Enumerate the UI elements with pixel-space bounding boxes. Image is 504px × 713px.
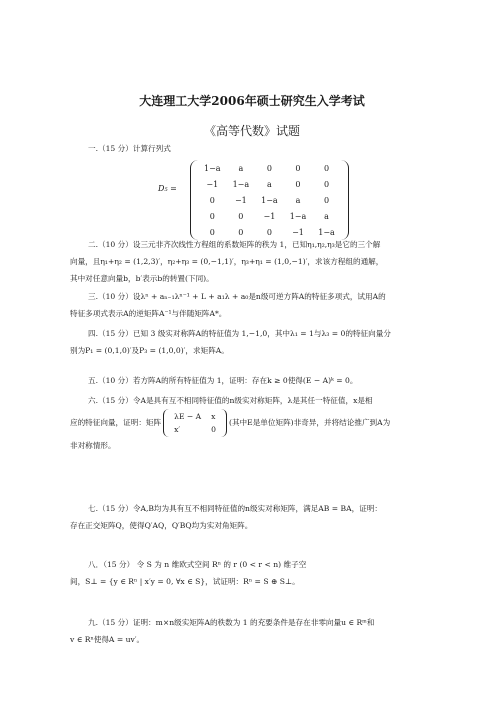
determinant-cell: a bbox=[324, 211, 329, 221]
determinant-row bbox=[198, 208, 341, 224]
q7-line1: 七.（15 分）令A,B均为具有互不相同特征值的n级实对称矩阵，满足AB = BA，证明： bbox=[88, 504, 382, 513]
determinant-row bbox=[198, 192, 341, 208]
determinant-cell: 0 bbox=[323, 163, 330, 173]
question-4 bbox=[70, 325, 435, 359]
q2-line1: 二.（10 分）设三元非齐次线性方程组的系数矩阵的秩为 1，已知η₁,η₂,η₃是它的三个解 bbox=[88, 240, 381, 249]
q1-text: 一.（15 分）计算行列式 bbox=[88, 144, 171, 153]
determinant-cell: −1 bbox=[263, 211, 276, 221]
q6-m12: x bbox=[211, 412, 216, 421]
determinant-d5 bbox=[158, 160, 349, 242]
determinant-cell: 0 bbox=[209, 227, 215, 237]
determinant-cell: a bbox=[238, 163, 244, 173]
determinant-table bbox=[198, 160, 341, 240]
determinant-row bbox=[198, 176, 341, 192]
determinant-cell: −1 bbox=[234, 195, 247, 205]
determinant-cell: a bbox=[295, 195, 301, 205]
q9-line2: v ∈ Rⁿ使得A = uv′。 bbox=[70, 635, 145, 644]
question-2 bbox=[70, 236, 435, 287]
q6-m21: x′ bbox=[174, 425, 181, 434]
determinant-row bbox=[198, 160, 341, 176]
q6-block-matrix bbox=[163, 409, 227, 437]
q6-line2b: (其中E是单位矩阵)非奇异，并将结论推广到A为 bbox=[229, 418, 391, 427]
determinant-cell: −1 bbox=[292, 227, 304, 237]
determinant-cell: 0 bbox=[209, 195, 215, 205]
question-7 bbox=[70, 500, 435, 534]
determinant-cell: 0 bbox=[323, 195, 330, 205]
question-6 bbox=[70, 392, 435, 454]
determinant-cell: a bbox=[267, 179, 272, 189]
q8-line2: 间，S⊥ = {y ∈ Rⁿ | x′y = 0, ∀x ∈ S}，试证明：Rⁿ = S ⊕ S⊥。 bbox=[70, 577, 300, 586]
q6-line2a: 应的特征向量，证明：矩阵 bbox=[70, 418, 162, 427]
determinant-cell: 0 bbox=[238, 227, 244, 237]
q6-m22: 0 bbox=[211, 425, 216, 434]
determinant-cell: 1−a bbox=[261, 195, 278, 205]
question-1-label bbox=[70, 140, 435, 157]
determinant-cell: 0 bbox=[295, 163, 301, 173]
q4-line2: 别为P₁ = (0,1,0)′及P₃ = (1,0,0)′，求矩阵A。 bbox=[70, 346, 229, 355]
q6-m11: λE − A bbox=[174, 412, 202, 421]
determinant-cell: 0 bbox=[266, 163, 272, 173]
question-5 bbox=[70, 372, 435, 389]
determinant-cell: 0 bbox=[238, 211, 244, 221]
determinant-cell: 1−a bbox=[204, 163, 221, 173]
determinant-cell: 1−a bbox=[232, 179, 250, 189]
determinant-label: D₅ = bbox=[158, 184, 177, 193]
q3-line2: 特征多项式表示A的逆矩阵A⁻¹与伴随矩阵A*。 bbox=[70, 309, 227, 318]
question-8 bbox=[70, 556, 435, 590]
determinant-cell: 0 bbox=[209, 211, 215, 221]
determinant-matrix bbox=[190, 160, 349, 240]
q2-line2: 向量，且η₁+η₂ = (1,2,3)′，η₂+η₃ = (0,−1,1)′，η₃+η₁ = (1,0,−1)′，求该方程组的通解， bbox=[70, 257, 384, 266]
determinant-cell: 0 bbox=[323, 179, 330, 189]
determinant-cell: −1 bbox=[206, 179, 219, 189]
q9-line1: 九.（15 分）证明：m×n级实矩阵A的秩数为 1 的充要条件是存在非零向量u ∈ Rᵐ和 bbox=[88, 618, 375, 627]
exam-subtitle: 《高等代数》试题 bbox=[203, 124, 300, 138]
determinant-cell: 1−a bbox=[289, 211, 307, 221]
determinant-cell: 0 bbox=[295, 179, 301, 189]
q6-line1: 六.（15 分）令A是具有互不相同特征值的n级实对称矩阵，λ是其任一特征值，x是相 bbox=[88, 396, 373, 405]
exam-title: 大连理工大学2006年硕士研究生入学考试 bbox=[139, 94, 365, 108]
question-9 bbox=[70, 614, 435, 648]
q6-line3: 非对称情形。 bbox=[70, 441, 116, 450]
q8-line1: 八．（15 分） 令 S 为 n 维欧式空间 Rⁿ 的 r (0 < r < n) 维子空 bbox=[88, 560, 307, 569]
q4-line1: 四.（15 分）已知 3 级实对称阵A的特征值为 1,−1,0，其中λ₁ = 1与λ₃ = 0的特征向量分 bbox=[88, 329, 391, 338]
q5-line1: 五.（10 分）若方阵A的所有特征值为 1，证明：存在k ≥ 0使得(E − A)ᵏ = 0。 bbox=[88, 376, 358, 385]
question-3 bbox=[70, 288, 435, 322]
determinant-cell: 0 bbox=[266, 227, 272, 237]
q7-line2: 存在正交矩阵Q，使得Q′AQ，Q′BQ均为实对角矩阵。 bbox=[70, 521, 253, 530]
q2-line3: 其中对任意向量b，b′表示b的转置(下同)。 bbox=[70, 274, 214, 283]
q3-line1: 三.（10 分）设λⁿ + aₙ₋₁λⁿ⁻¹ + L + a₁λ + a₀是n级可逆方阵A的特征多项式，试用A的 bbox=[88, 292, 386, 301]
determinant-cell: 1−a bbox=[318, 227, 335, 237]
